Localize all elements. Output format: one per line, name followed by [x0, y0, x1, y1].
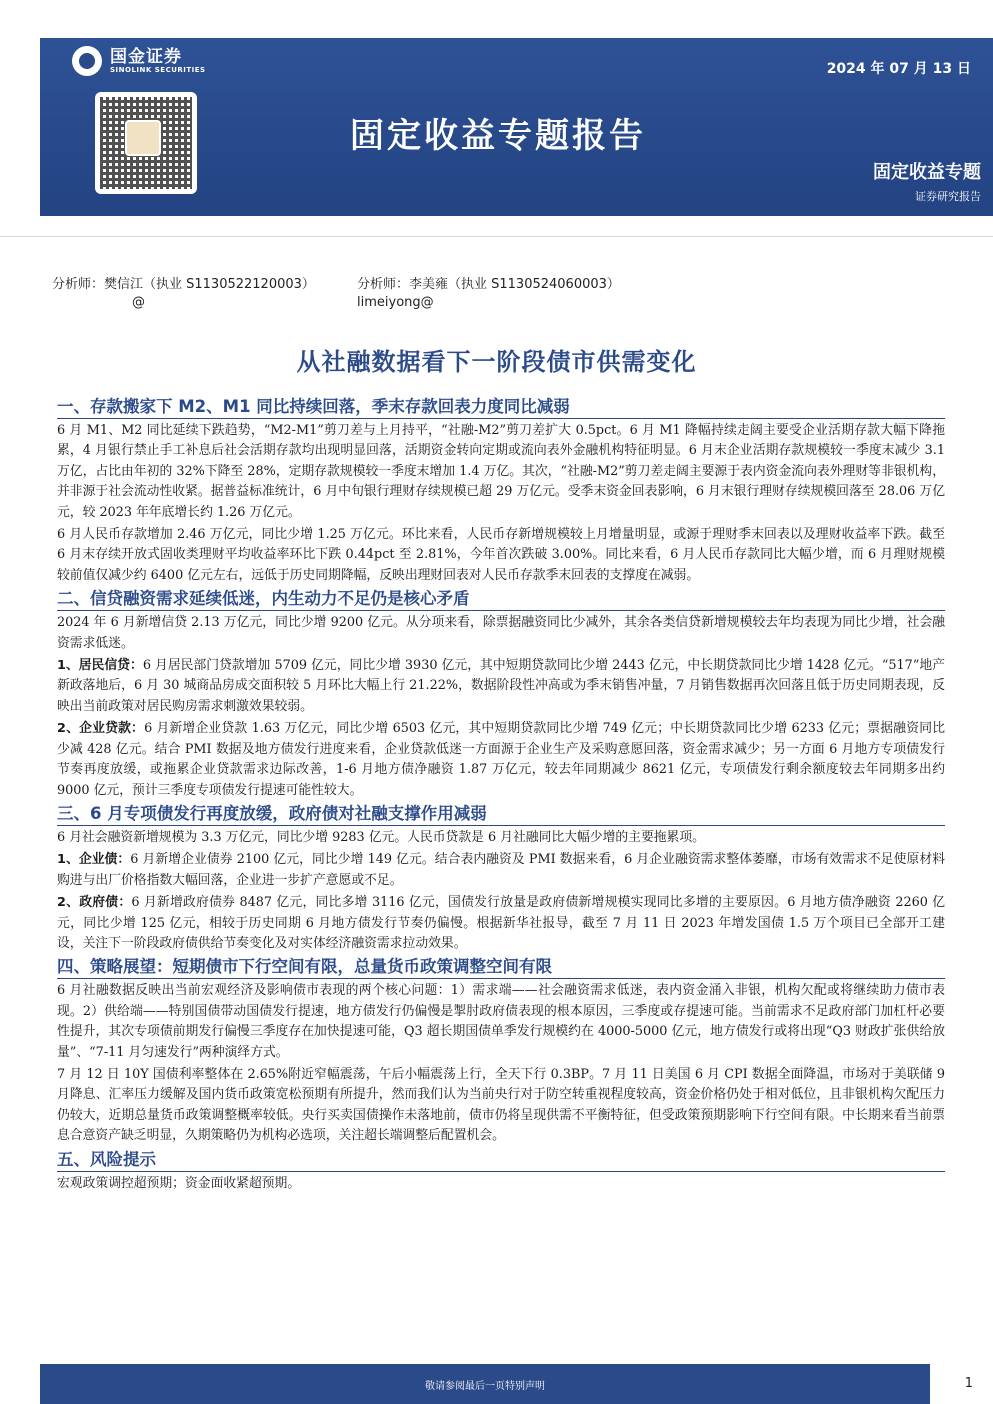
paragraph [57, 613, 945, 654]
qr-code [95, 92, 197, 194]
paragraph-text: 2024 年 6 月新增信贷 2.13 万亿元，同比少增 9200 亿元。从分项来看，除票据融资同比少减外，其余各类信贷新增规模较去年均表现为同比少增，社会融资需求低迷。 [57, 615, 945, 651]
paragraph-label: 1、居民信贷： [57, 658, 143, 674]
article-body [57, 396, 945, 1196]
footer-bar [40, 1364, 930, 1404]
paragraph [57, 719, 945, 801]
paragraph [57, 981, 945, 1063]
paragraph-text: 6 月人民币存款增加 2.46 万亿元，同比少增 1.25 万亿元。环比来看，人民币存新增规模较上月增量明显，或源于理财季末回表以及理财收益率下跌。截至 6 月末存续开放式固收类理财平均收益率环比下跌 0.44pct 至 2.81%，今年首次跌破 3.00%。同比来看，6 月人民币存款同比大幅少增，而 6 月理财规模较前值仅减少约 6400 亿元左右，远低于历史同期降幅，反映出理财回表对人民币存款季末回表的支撑度在减弱。 [57, 527, 945, 583]
footer-disclaimer[interactable]: 敬请参阅最后一页特别声明 [425, 1380, 545, 1392]
report-date: 2024 年 07 月 13 日 [826, 61, 971, 77]
report-sub-category: 证券研究报告 [915, 190, 981, 203]
paragraph-text: 6 月社融数据反映出当前宏观经济及影响债市表现的两个核心问题：1）需求端——社会融资需求低迷，表内资金涌入非银，机构欠配或将继续助力债市表现。2）供给端——特别国债带动国债发行提速，地方债发行仍偏慢是掣肘政府债表现的根本原因，三季度或存提速可能。当前需求不足政府部门加杠杆必要性提升，其次专项债前期发行偏慢三季度存在加快提速可能，Q3 超长期国债单季发行规模约在 4000-5000 亿元，地方债发行或将出现“Q3 财政扩张供给放量”、“7-11 月匀速发行”两种演绎方式。 [57, 983, 945, 1060]
report-type-title: 固定收益专题报告 [350, 116, 646, 156]
analyst-2: 分析师：李美雍（执业 S1130524060003） [357, 277, 620, 292]
divider [0, 236, 993, 237]
analyst-1: 分析师：樊信江（执业 S1130522120003） [52, 277, 315, 292]
page-number: 1 [964, 1376, 973, 1391]
paragraph-text: 6 月新增企业贷款 1.63 万亿元，同比少增 6503 亿元，其中短期贷款同比少增 749 亿元；中长期贷款同比少增 6233 亿元；票据融资同比少减 428 亿元。结合 PMI 数据及地方债发行进度来看，企业贷款低迷一方面源于企业生产及采购意愿回落，资金需求减少；另一方面 6 月地方专项债发行节奏再度放缓，或拖累企业贷款需求边际改善，1-6 月地方债净融资 1.87 万亿元，较去年同期减少 8621 亿元，专项债发行剩余额度较去年同期多出约 9000 亿元，预计三季度专项债发行提速可能性较大。 [57, 721, 946, 798]
paragraph-label: 1、企业债： [57, 852, 131, 868]
article-title: 从社融数据看下一阶段债市供需变化 [296, 348, 697, 376]
paragraph [57, 1065, 945, 1147]
section-heading: 四、策略展望：短期债市下行空间有限，总量货币政策调整空间有限 [57, 956, 945, 979]
paragraph [57, 656, 945, 717]
paragraph-label: 2、企业贷款： [57, 721, 145, 737]
paragraph [57, 893, 945, 954]
analyst-1-email[interactable]: @ [132, 295, 145, 310]
paragraph-text: 6 月新增企业债券 2100 亿元，同比少增 149 亿元。结合表内融资及 PMI 数据来看，6 月企业融资需求整体萎靡，市场有效需求不足使原材料购进与出厂价格指数大幅回落，企业进一步扩产意愿或不足。 [57, 852, 945, 888]
paragraph [57, 828, 945, 848]
paragraph-text: 6 月居民部门贷款增加 5709 亿元，同比少增 3930 亿元，其中短期贷款同比少增 2443 亿元，中长期贷款同比少增 1428 亿元。“517”地产新政落地后，6 月 30 城商品房成交面积较 5 月环比大幅上行 21.22%，数据阶段性冲高或为季末销售冲量，7 月销售数据再次回落且低于历史同期表现，反映出当前政策对居民购房需求刺激效果较弱。 [57, 658, 945, 714]
company-logo [72, 46, 206, 76]
paragraph [57, 850, 945, 891]
paragraph-text: 宏观政策调控超预期；资金面收紧超预期。 [57, 1175, 301, 1191]
analyst-info [52, 276, 662, 312]
paragraph-text: 6 月 M1、M2 同比延续下跌趋势，“M2-M1”剪刀差与上月持平，“社融-M2”剪刀差扩大 0.5pct。6 月 M1 降幅持续走阔主要受企业活期存款大幅下降拖累，4 月银行禁止手工补息后社会活期存款均出现明显回落，活期资金转向定期或流向表外金融机构特征明显。6 月末企业活期存款规模较一季度末减少 3.1 万亿，占比由年初的 32%下降至 28%，定期存款规模较一季度末增加 1.4 万亿。其次，“社融-M2”剪刀差走阔主要源于表内资金流向表外理财等非银机构，并非源于社会流动性收紧。据普益标准统计，6 月中旬银行理财存续规模已超 29 万亿元。受季末资金回表影响，6 月末银行理财存续规模回落至 28.06 万亿元，较 2023 年年底增长约 1.26 万亿元。 [57, 423, 945, 520]
section-heading: 一、存款搬家下 M2、M1 同比持续回落，季末存款回表力度同比减弱 [57, 396, 945, 419]
section-heading: 五、风险提示 [57, 1149, 945, 1172]
report-header [40, 38, 993, 216]
qr-center-logo [125, 120, 161, 156]
logo-cn: 国金证券 [110, 46, 182, 67]
paragraph [57, 1174, 945, 1194]
paragraph-text: 7 月 12 日 10Y 国债利率整体在 2.65%附近窄幅震荡，午后小幅震荡上行，全天下行 0.3BP。7 月 11 日美国 6 月 CPI 数据全面降温，市场对于美联储 9 月降息、汇率压力缓解及国内货币政策宽松预期有所提升，然而我们认为当前央行对于防空转重视程度较高，资金价格仍处于相对低位，且非银机构欠配压力仍较大，近期总量货币政策调整概率较低。央行买卖国债操作未落地前，债市仍将呈现供需不平衡特征，但受政策预期影响下行空间有限。中长期来看当前票息合意资产缺乏明显，久期策略仍为机构必选项，关注超长端调整后配置机会。 [57, 1066, 945, 1144]
section-heading: 二、信贷融资需求延续低迷，内生动力不足仍是核心矛盾 [57, 588, 945, 611]
paragraph-text: 6 月社会融资新增规模为 3.3 万亿元，同比少增 9283 亿元。人民币贷款是 6 月社融同比大幅少增的主要拖累项。 [57, 829, 705, 845]
paragraph-label: 2、政府债： [57, 895, 132, 911]
logo-en: SINOLINK SECURITIES [110, 65, 206, 74]
logo-icon [72, 46, 102, 76]
analyst-2-email[interactable]: limeiyong@ [357, 295, 434, 310]
paragraph [57, 421, 945, 523]
section-heading: 三、6 月专项债发行再度放缓，政府债对社融支撑作用减弱 [57, 803, 945, 826]
paragraph-text: 6 月新增政府债券 8487 亿元，同比多增 3116 亿元，国债发行放量是政府债新增规模实现同比多增的主要原因。6 月地方债净融资 2260 亿元，同比少增 125 亿元，相较于历史同期 6 月地方债发行节奏仍偏慢。根据新华社报导，截至 7 月 11 日 2023 年增发国债 1.5 万个项目已全部开工建设，关注下一阶段政府债供给节奏变化及对实体经济融资需求拉动效果。 [57, 895, 946, 951]
paragraph [57, 525, 945, 586]
report-category: 固定收益专题 [873, 162, 981, 183]
